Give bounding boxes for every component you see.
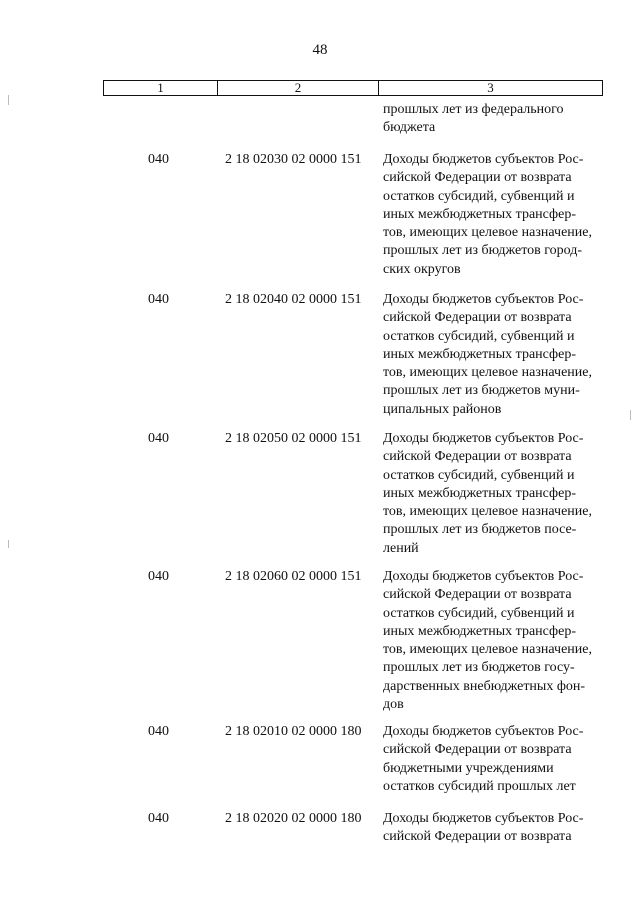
description-line: бюджетными учреждениями <box>383 760 554 776</box>
continuation-line: бюджета <box>383 120 436 135</box>
description-line: тов, имеющих целевое назначение, <box>383 365 592 381</box>
row-description <box>383 568 608 714</box>
description-line: тов, имеющих целевое назначение, <box>383 642 592 658</box>
description-line: остатков субсидий прошлых лет <box>383 778 576 794</box>
row-description <box>383 151 608 279</box>
description-line: прошлых лет из бюджетов муни- <box>383 383 580 399</box>
kbk-code: 2 18 02050 02 0000 151 <box>225 431 362 446</box>
description-line: тов, имеющих целевое назначение, <box>383 225 592 241</box>
table-header <box>103 80 603 96</box>
description-line: иных межбюджетных трансфер- <box>383 485 576 501</box>
continuation-line: прошлых лет из федерального <box>383 102 564 117</box>
description-line: остатков субсидий, субвенций и <box>383 467 575 483</box>
scan-mark <box>630 410 631 420</box>
description-line: сийской Федерации от возврата <box>383 449 572 465</box>
description-line: Доходы бюджетов субъектов Рос- <box>383 811 584 826</box>
description-line: дов <box>383 697 404 713</box>
description-line: ципальных районов <box>383 401 502 417</box>
admin-code: 040 <box>148 152 169 167</box>
header-col-2: 2 <box>218 81 379 95</box>
continuation-text <box>383 101 608 137</box>
scan-mark <box>8 540 9 548</box>
description-line: остатков субсидий, субвенций и <box>383 328 575 344</box>
description-line: дарственных внебюджетных фон- <box>383 678 586 694</box>
description-line: Доходы бюджетов субъектов Рос- <box>383 292 584 307</box>
description-line: Доходы бюджетов субъектов Рос- <box>383 569 584 584</box>
description-line: иных межбюджетных трансфер- <box>383 346 576 362</box>
admin-code: 040 <box>148 292 169 307</box>
kbk-code: 2 18 02020 02 0000 180 <box>225 811 362 826</box>
description-line: сийской Федерации от возврата <box>383 829 572 845</box>
admin-code: 040 <box>148 811 169 826</box>
admin-code: 040 <box>148 431 169 446</box>
description-line: тов, имеющих целевое назначение, <box>383 504 592 520</box>
kbk-code: 2 18 02040 02 0000 151 <box>225 292 362 307</box>
description-line: остатков субсидий, субвенций и <box>383 188 575 204</box>
kbk-code: 2 18 02030 02 0000 151 <box>225 152 362 167</box>
description-line: Доходы бюджетов субъектов Рос- <box>383 431 584 446</box>
description-line: прошлых лет из бюджетов город- <box>383 243 583 259</box>
row-description <box>383 430 608 558</box>
description-line: сийской Федерации от возврата <box>383 587 572 603</box>
page-number: 48 <box>312 42 328 58</box>
header-col-1: 1 <box>104 81 218 95</box>
row-description <box>383 810 608 847</box>
header-col-3: 3 <box>487 80 494 95</box>
description-line: ских округов <box>383 261 461 277</box>
description-line: иных межбюджетных трансфер- <box>383 206 576 222</box>
description-line: прошлых лет из бюджетов госу- <box>383 660 575 676</box>
description-line: Доходы бюджетов субъектов Рос- <box>383 152 584 167</box>
description-line: сийской Федерации от возврата <box>383 742 572 758</box>
description-line: остатков субсидий, субвенций и <box>383 605 575 621</box>
description-line: сийской Федерации от возврата <box>383 310 572 326</box>
row-description <box>383 291 608 419</box>
description-line: прошлых лет из бюджетов посе- <box>383 522 577 538</box>
kbk-code: 2 18 02010 02 0000 180 <box>225 724 362 739</box>
description-line: сийской Федерации от возврата <box>383 170 572 186</box>
description-line: Доходы бюджетов субъектов Рос- <box>383 724 584 739</box>
admin-code: 040 <box>148 724 169 739</box>
description-line: иных межбюджетных трансфер- <box>383 623 576 639</box>
scan-mark <box>8 95 9 105</box>
description-line: лений <box>383 540 419 556</box>
row-description <box>383 723 608 796</box>
admin-code: 040 <box>148 569 169 584</box>
kbk-code: 2 18 02060 02 0000 151 <box>225 569 362 584</box>
